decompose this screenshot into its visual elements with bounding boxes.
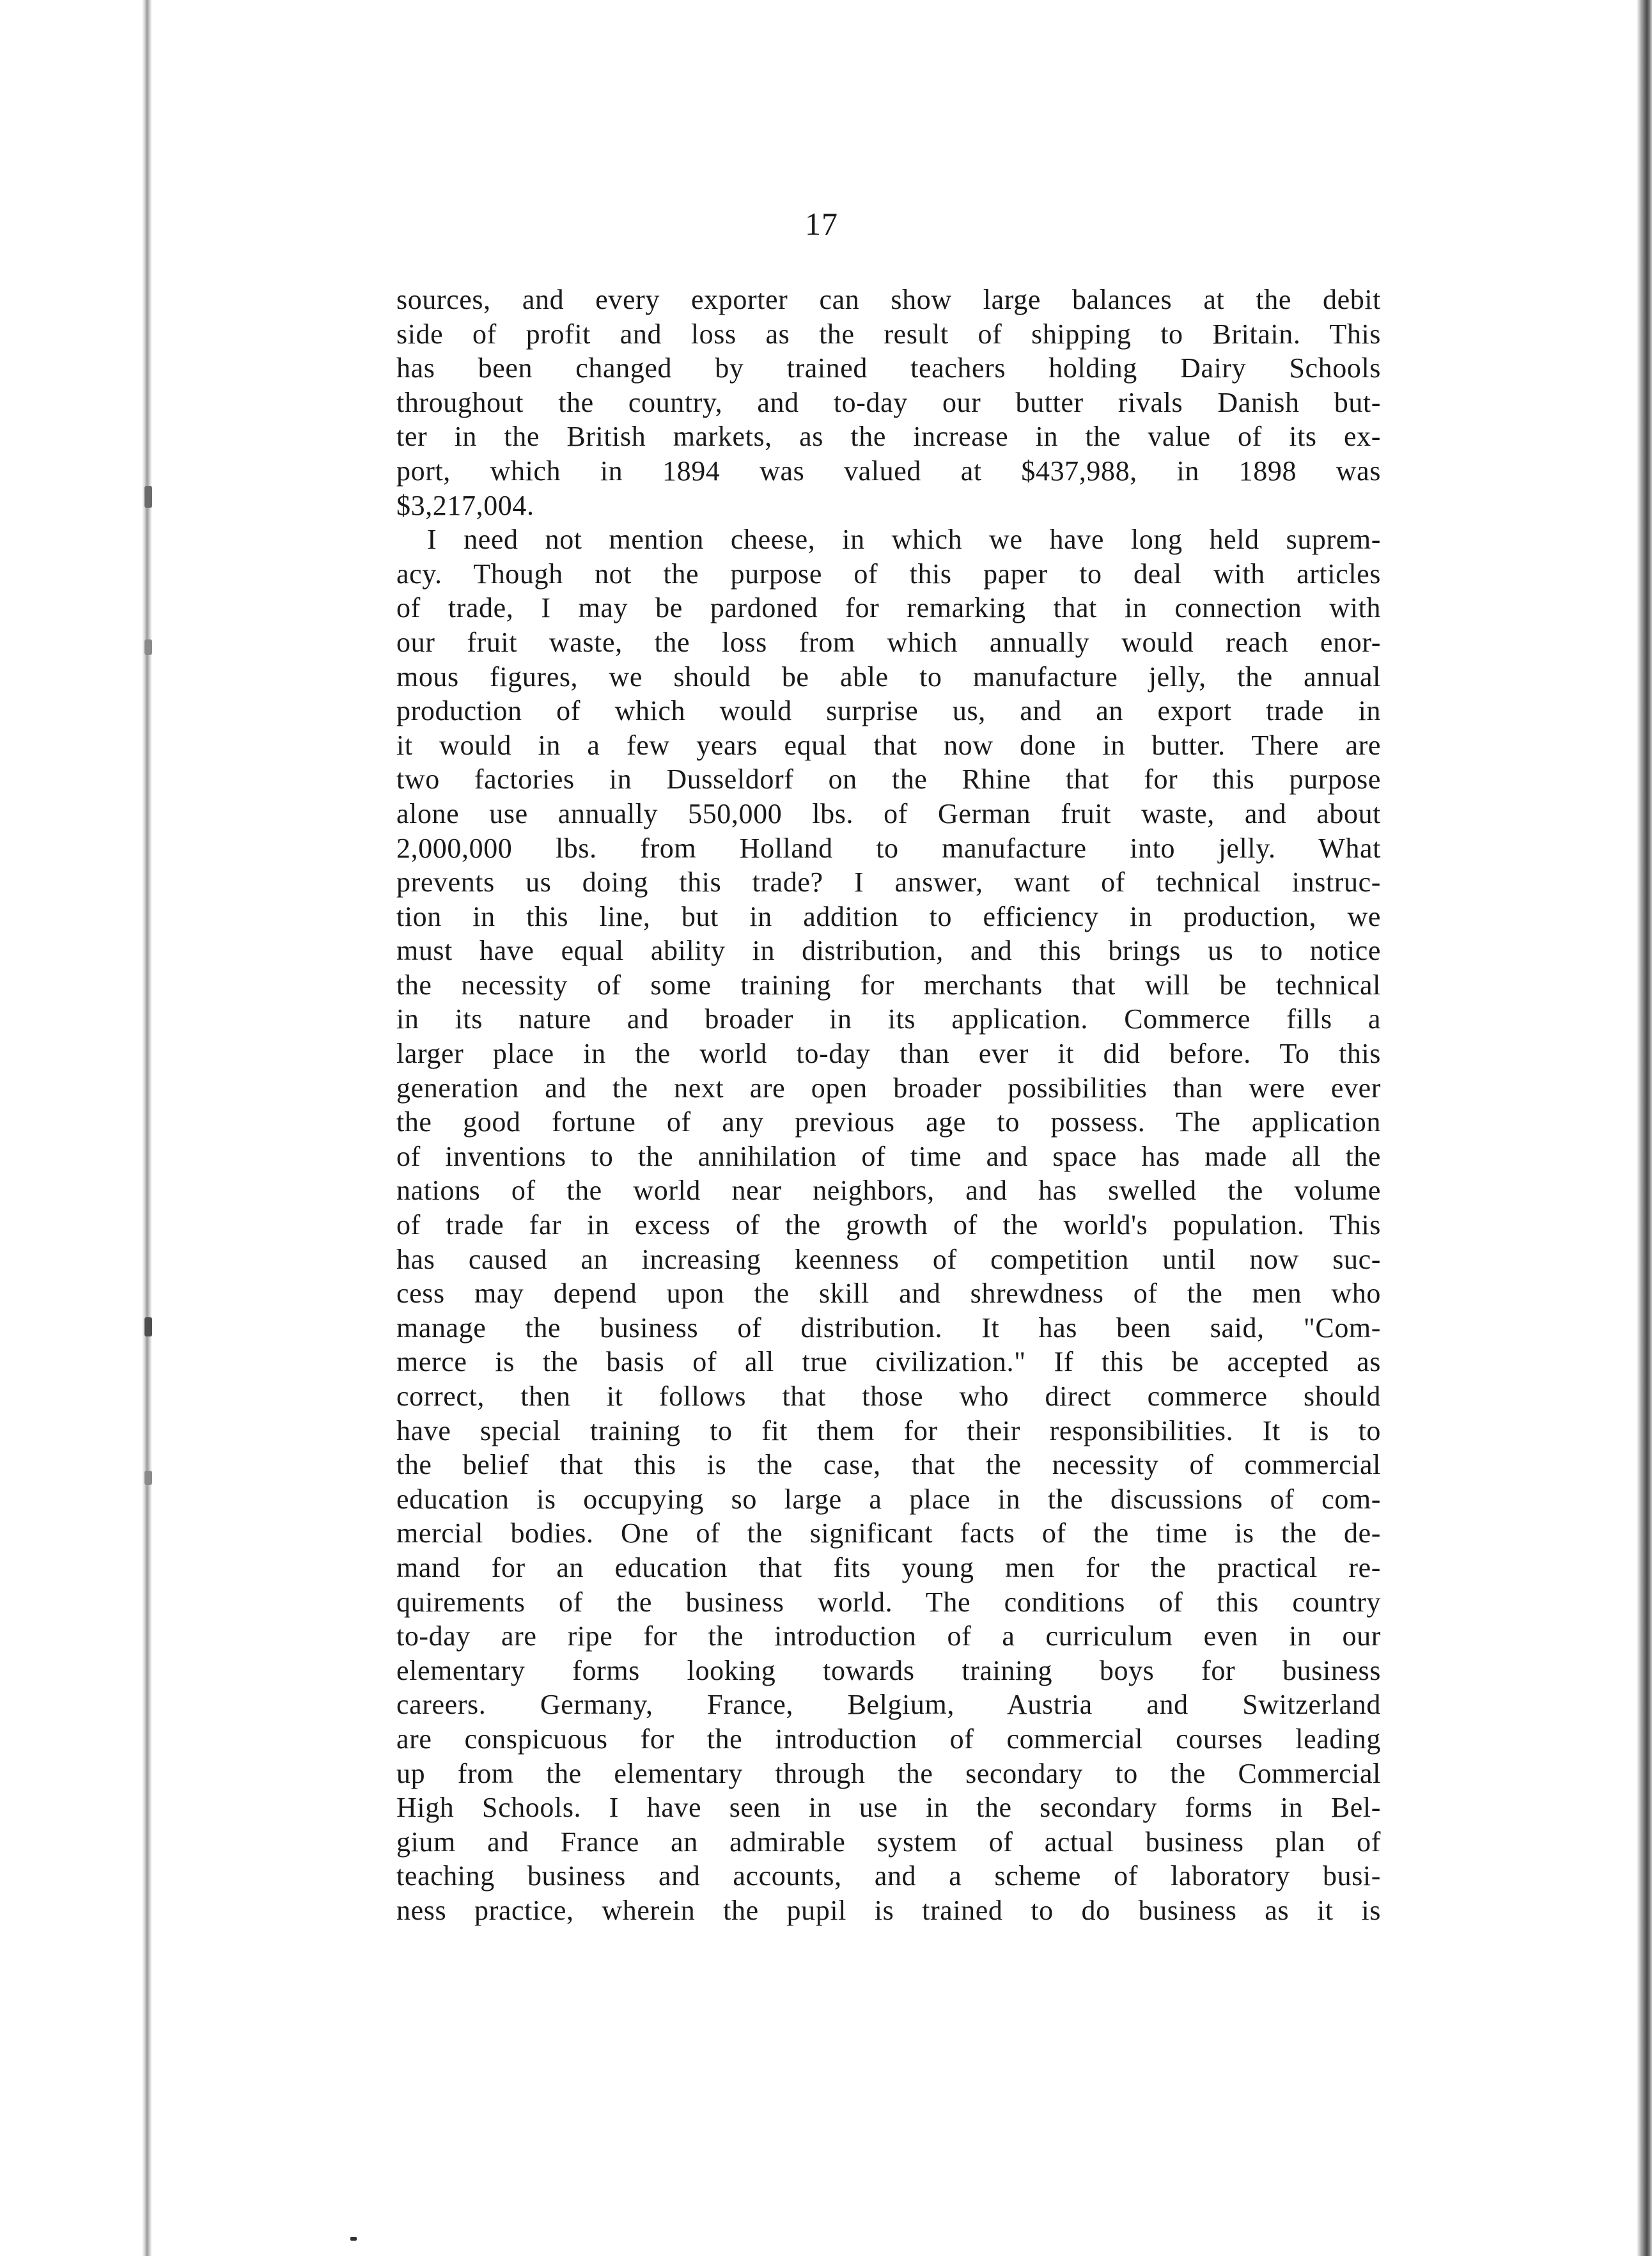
text-line: has been changed by trained teachers holding Dairy Schools [396,352,1381,384]
text-line: ter in the British markets, as the increase in the value of its ex- [396,421,1381,453]
text-line: mercial bodies. One of the significant facts of the time is the de- [396,1517,1381,1549]
text-line: quirements of the business world. The conditions of this country [396,1586,1381,1618]
text-line: production of which would surprise us, and an export trade in [396,695,1381,727]
text-line: sources, and every exporter can show large balances at the debit [396,284,1381,315]
text-line: of inventions to the annihilation of time and space has made all the [396,1140,1381,1172]
text-line: High Schools. I have seen in use in the secondary forms in Bel- [396,1792,1381,1824]
text-line: two factories in Dusseldorf on the Rhine that for this purpose [396,764,1381,795]
paragraph-start-line: I need not mention cheese, in which we have long held suprem- [427,524,1381,556]
body-text [396,283,1381,1928]
text-line: are conspicuous for the introduction of commercial courses leading [396,1723,1381,1755]
text-line: cess may depend upon the skill and shrewdness of the men who [396,1278,1381,1310]
text-line: in its nature and broader in its application. Commerce fills a [396,1003,1381,1035]
text-line: port, which in 1894 was valued at $437,988, in 1898 was [396,455,1381,487]
text-line: manage the business of distribution. It has been said, "Com- [396,1312,1381,1343]
text-line: our fruit waste, the loss from which annually would reach enor- [396,626,1381,658]
text-line: the necessity of some training for merchants that will be technical [396,969,1381,1001]
scan-speck [350,2237,357,2241]
text-line: ness practice, wherein the pupil is trained to do business as it is [396,1894,1381,1926]
text-line: merce is the basis of all true civilization." If this be accepted as [396,1346,1381,1378]
text-line: acy. Though not the purpose of this paper to deal with articles [396,558,1381,590]
text-line: elementary forms looking towards training boys for business [396,1654,1381,1686]
text-line: throughout the country, and to-day our butter rivals Danish but- [396,386,1381,418]
text-line: education is occupying so large a place in the discussions of com- [396,1483,1381,1515]
text-line: 2,000,000 lbs. from Holland to manufacture into jelly. What [396,832,1381,864]
text-line: gium and France an admirable system of actual business plan of [396,1826,1381,1858]
binding-mark [144,486,152,508]
text-line: careers. Germany, France, Belgium, Austria and Switzerland [396,1689,1381,1721]
text-line: to-day are ripe for the introduction of a curriculum even in our [396,1620,1381,1652]
text-line: has caused an increasing keenness of competition until now suc- [396,1243,1381,1275]
scan-right-edge [1637,0,1652,2256]
text-line: alone use annually 550,000 lbs. of German fruit waste, and about [396,797,1381,829]
text-line: nations of the world near neighbors, and has swelled the volume [396,1175,1381,1207]
text-line: larger place in the world to-day than ever it did before. To this [396,1038,1381,1070]
text-line: the good fortune of any previous age to possess. The application [396,1106,1381,1138]
text-line: generation and the next are open broader possibilities than were ever [396,1072,1381,1104]
binding-mark [144,1317,152,1336]
text-line: have special training to fit them for their responsibilities. It is to [396,1414,1381,1446]
text-line: prevents us doing this trade? I answer, want of technical instruc- [396,866,1381,898]
binding-mark [144,639,152,655]
text-line: side of profit and loss as the result of shipping to Britain. This [396,318,1381,350]
scan-left-edge [0,0,152,2256]
page-number: 17 [805,206,838,242]
binding-mark [144,1471,152,1485]
text-line: correct, then it follows that those who direct commerce should [396,1381,1381,1412]
text-line: tion in this line, but in addition to efficiency in production, we [396,900,1381,932]
text-line: teaching business and accounts, and a scheme of laboratory busi- [396,1860,1381,1892]
text-line: $3,217,004. [396,489,534,521]
text-line: mand for an education that fits young men for the practical re- [396,1551,1381,1583]
text-line: of trade far in excess of the growth of the world's population. This [396,1209,1381,1241]
text-line: it would in a few years equal that now done in butter. There are [396,729,1381,761]
text-line: must have equal ability in distribution, and this brings us to notice [396,935,1381,967]
text-line: of trade, I may be pardoned for remarking that in connection with [396,592,1381,624]
text-line: the belief that this is the case, that the necessity of commercial [396,1449,1381,1481]
text-line: mous figures, we should be able to manufacture jelly, the annual [396,661,1381,693]
text-line: up from the elementary through the secondary to the Commercial [396,1757,1381,1789]
